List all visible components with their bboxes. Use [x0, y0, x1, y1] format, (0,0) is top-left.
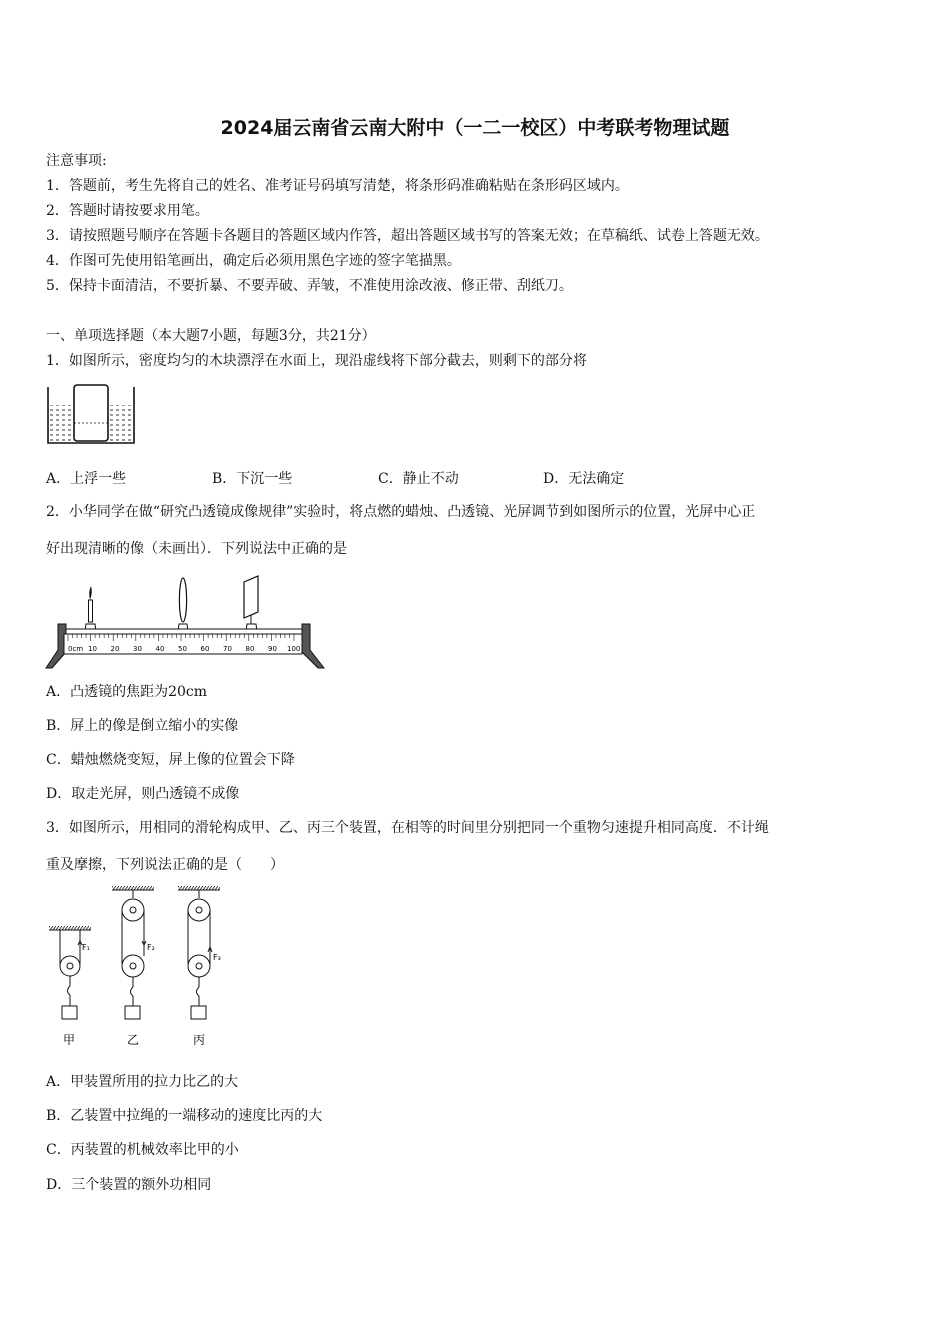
- ruler-label-0: 0cm: [68, 645, 84, 653]
- q2-stem-line1: 2．小华同学在做“研究凸透镜成像规律”实验时，将点燃的蜡烛、凸透镜、光屏调节到如图所示的位置，光屏中心正: [46, 504, 756, 520]
- label-jia: 甲: [63, 1033, 76, 1047]
- q2-option-a: A．凸透镜的焦距为20cm: [46, 684, 208, 700]
- q2-option-c: C．蜡烛燃烧变短，屏上像的位置会下降: [46, 752, 295, 768]
- q1-stem: 1．如图所示，密度均匀的木块漂浮在水面上，现沿虚线将下部分截去，则剩下的部分将: [46, 353, 587, 369]
- ruler-label-70: 70: [223, 645, 232, 653]
- q3-stem-line1: 3．如图所示，用相同的滑轮构成甲、乙、丙三个装置，在相等的时间里分别把同一个重物匀速提升相同高度．不计绳: [46, 820, 769, 836]
- notice-heading: 注意事项:: [46, 153, 107, 169]
- bench-rod: [61, 629, 305, 634]
- q3-option-d: D．三个装置的额外功相同: [46, 1177, 212, 1193]
- q3-option-b: B．乙装置中拉绳的一端移动的速度比丙的大: [46, 1108, 323, 1124]
- q2-option-d: D．取走光屏，则凸透镜不成像: [46, 786, 240, 802]
- light-screen-icon: [244, 576, 258, 624]
- ruler-label-80: 80: [245, 645, 255, 653]
- notice-item-2: 2．答题时请按要求用笔。: [46, 203, 209, 219]
- label-bing: 丙: [193, 1033, 206, 1047]
- q1-option-c: C．静止不动: [378, 471, 459, 487]
- ruler-label-20: 20: [110, 645, 120, 653]
- left-support: [46, 624, 66, 668]
- section-heading: 一、单项选择题（本大题7小题，每题3分，共21分）: [46, 328, 376, 344]
- page-title: 2024届云南省云南大附中（一二一校区）中考联考物理试题: [220, 117, 730, 139]
- q3-option-c: C．丙装置的机械效率比甲的小: [46, 1142, 239, 1158]
- notice-item-5: 5．保持卡面清洁，不要折暴、不要弄破、弄皱，不准使用涂改液、修正带、刮纸刀。: [46, 278, 573, 294]
- notice-item-1: 1．答题前，考生先将自己的姓名、准考证号码填写清楚，将条形码准确粘贴在条形码区域内。: [46, 178, 629, 194]
- ruler-label-50: 50: [178, 645, 187, 653]
- q1-option-d: D．无法确定: [543, 471, 625, 487]
- q3-option-a: A．甲装置所用的拉力比乙的大: [46, 1074, 239, 1090]
- notice-item-3: 3．请按照题号顺序在答题卡各题目的答题区域内作答，超出答题区域书写的答案无效；在草稿纸、试卷上答题无效。: [46, 228, 769, 244]
- candle-icon: [89, 586, 93, 622]
- force-label-f1: F₁: [82, 943, 90, 952]
- ruler-label-100: 100: [287, 645, 301, 653]
- force-label-f3: F₃: [213, 953, 221, 962]
- ruler-label-60: 60: [200, 645, 210, 653]
- q3-stem-line2: 重及摩擦，下列说法正确的是（ ）: [46, 857, 284, 873]
- setup-yi: [112, 886, 154, 1019]
- force-label-f2: F₂: [147, 943, 155, 952]
- q1-figure-floating-block: [44, 383, 138, 447]
- ruler-label-30: 30: [133, 645, 142, 653]
- ruler-label-90: 90: [268, 645, 277, 653]
- q2-stem-line2: 好出现清晰的像（未画出）．下列说法中正确的是: [46, 541, 347, 557]
- q3-figure-pulleys: [44, 886, 244, 1052]
- q2-figure-optical-bench: [44, 574, 326, 670]
- q2-option-b: B．屏上的像是倒立缩小的实像: [46, 718, 239, 734]
- wood-block: [74, 385, 108, 441]
- q1-option-a: A．上浮一些: [46, 471, 127, 487]
- ruler-label-40: 40: [155, 645, 165, 653]
- notice-item-4: 4．作图可先使用铅笔画出，确定后必须用黑色字迹的签字笔描黑。: [46, 253, 461, 269]
- setup-jia: [49, 926, 91, 1019]
- convex-lens-icon: [179, 578, 186, 622]
- q1-option-b: B．下沉一些: [212, 471, 293, 487]
- label-yi: 乙: [127, 1033, 140, 1047]
- right-support: [302, 624, 324, 668]
- ruler-label-10: 10: [88, 645, 97, 653]
